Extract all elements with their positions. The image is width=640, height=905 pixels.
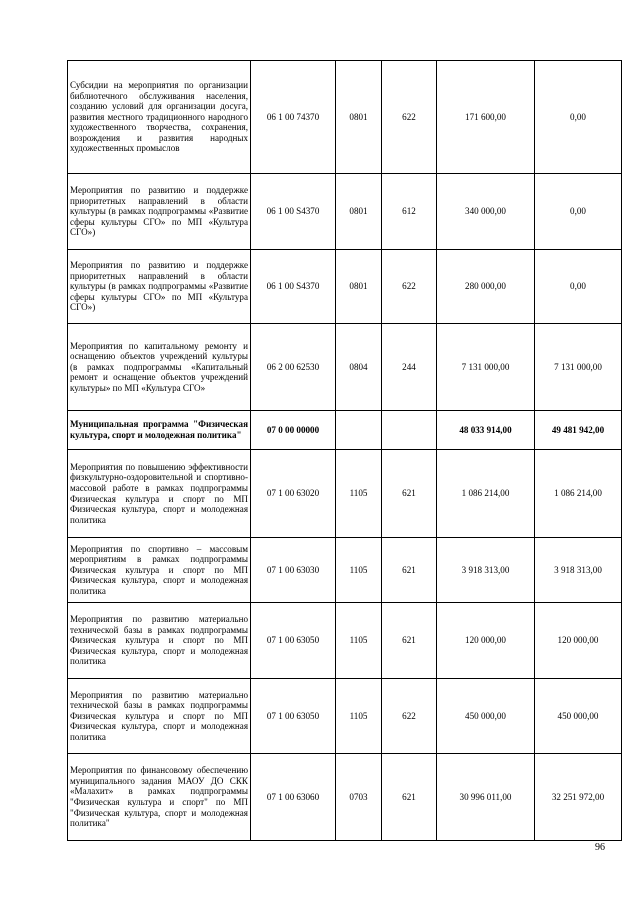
table-row (68, 324, 622, 411)
budget-table-body (68, 61, 622, 841)
row-target-code: 07 1 00 63020 (251, 450, 336, 538)
row-sum-year1: 340 000,00 (437, 174, 535, 250)
table-row (68, 754, 622, 841)
row-expense-kind (382, 411, 437, 450)
row-expense-kind: 622 (382, 250, 437, 324)
budget-table (67, 60, 622, 841)
table-row (68, 603, 622, 679)
row-section-code: 0804 (336, 324, 382, 411)
row-expense-kind: 621 (382, 754, 437, 841)
row-sum-year1: 30 996 011,00 (437, 754, 535, 841)
row-sum-year1: 3 918 313,00 (437, 538, 535, 603)
row-sum-year2: 0,00 (535, 61, 622, 174)
row-sum-year1: 450 000,00 (437, 679, 535, 754)
row-section-code: 0801 (336, 61, 382, 174)
row-sum-year2: 49 481 942,00 (535, 411, 622, 450)
row-section-code (336, 411, 382, 450)
page-number: 96 (595, 842, 605, 853)
row-expense-kind: 612 (382, 174, 437, 250)
row-sum-year2: 3 918 313,00 (535, 538, 622, 603)
table-row (68, 250, 622, 324)
row-target-code: 07 0 00 00000 (251, 411, 336, 450)
table-row (68, 411, 622, 450)
row-sum-year1: 48 033 914,00 (437, 411, 535, 450)
row-target-code: 07 1 00 63050 (251, 603, 336, 679)
row-target-code: 07 1 00 63030 (251, 538, 336, 603)
row-name: Мероприятия по капитальному ремонту и оснащению объектов учреждений культуры (в рамках подпрограммы «Капитальный ремонт и оснащение объектов учреждений культуры» по МП «Культура СГО» (68, 324, 251, 411)
row-section-code: 0703 (336, 754, 382, 841)
row-expense-kind: 621 (382, 603, 437, 679)
table-row (68, 174, 622, 250)
row-section-code: 1105 (336, 450, 382, 538)
table-row (68, 61, 622, 174)
row-sum-year2: 32 251 972,00 (535, 754, 622, 841)
row-sum-year1: 120 000,00 (437, 603, 535, 679)
row-sum-year2: 450 000,00 (535, 679, 622, 754)
row-name: Мероприятия по развитию и поддержке приоритетных направлений в области культуры (в рамках подпрограммы «Развитие сферы культуры СГО» по МП «Культура СГО») (68, 174, 251, 250)
row-target-code: 06 2 00 62530 (251, 324, 336, 411)
row-sum-year1: 171 600,00 (437, 61, 535, 174)
row-expense-kind: 244 (382, 324, 437, 411)
row-section-code: 1105 (336, 679, 382, 754)
table-row (68, 679, 622, 754)
row-expense-kind: 622 (382, 679, 437, 754)
row-expense-kind: 621 (382, 450, 437, 538)
row-expense-kind: 621 (382, 538, 437, 603)
row-target-code: 07 1 00 63060 (251, 754, 336, 841)
row-target-code: 06 1 00 S4370 (251, 174, 336, 250)
row-sum-year2: 120 000,00 (535, 603, 622, 679)
row-sum-year1: 7 131 000,00 (437, 324, 535, 411)
table-row (68, 450, 622, 538)
row-name: Мероприятия по спортивно – массовым мероприятиям в рамках подпрограммы Физическая культура и спорт по МП Физическая культура, спорт и молодежная политика (68, 538, 251, 603)
row-section-code: 0801 (336, 250, 382, 324)
row-name: Мероприятия по повышению эффективности физкультурно-оздоровительной и спортивно-массовой работе в рамках подпрограммы Физическая культура и спорт по МП Физическая культура, спорт и молодежная политика (68, 450, 251, 538)
row-name: Мероприятия по развитию материально технической базы в рамках подпрограммы Физическая культура и спорт по МП Физическая культура, спорт и молодежная политика (68, 679, 251, 754)
row-sum-year1: 280 000,00 (437, 250, 535, 324)
row-expense-kind: 622 (382, 61, 437, 174)
row-target-code: 06 1 00 S4370 (251, 250, 336, 324)
row-section-code: 1105 (336, 603, 382, 679)
row-section-code: 1105 (336, 538, 382, 603)
row-target-code: 07 1 00 63050 (251, 679, 336, 754)
table-row (68, 538, 622, 603)
row-name: Муниципальная программа "Физическая культура, спорт и молодежная политика" (68, 411, 251, 450)
row-name: Мероприятия по развитию и поддержке приоритетных направлений в области культуры (в рамках подпрограммы «Развитие сферы культуры СГО» по МП «Культура СГО») (68, 250, 251, 324)
row-name: Мероприятия по развитию материально технической базы в рамках подпрограммы Физическая культура и спорт по МП Физическая культура, спорт и молодежная политика (68, 603, 251, 679)
row-name: Мероприятия по финансовому обеспечению муниципального задания МАОУ ДО СКК «Малахит» в рамках подпрограммы "Физическая культура и спорт" по МП "Физическая культура, спорт и молодежная политика" (68, 754, 251, 841)
row-sum-year2: 0,00 (535, 174, 622, 250)
row-sum-year2: 0,00 (535, 250, 622, 324)
row-section-code: 0801 (336, 174, 382, 250)
row-target-code: 06 1 00 74370 (251, 61, 336, 174)
row-sum-year2: 7 131 000,00 (535, 324, 622, 411)
row-sum-year1: 1 086 214,00 (437, 450, 535, 538)
row-sum-year2: 1 086 214,00 (535, 450, 622, 538)
row-name: Субсидии на мероприятия по организации библиотечного обслуживания населения, созданию условий для организации досуга, развития местного традиционного народного художественного творчества, сохранения, возрождения и развития народных художественных промыслов (68, 61, 251, 174)
